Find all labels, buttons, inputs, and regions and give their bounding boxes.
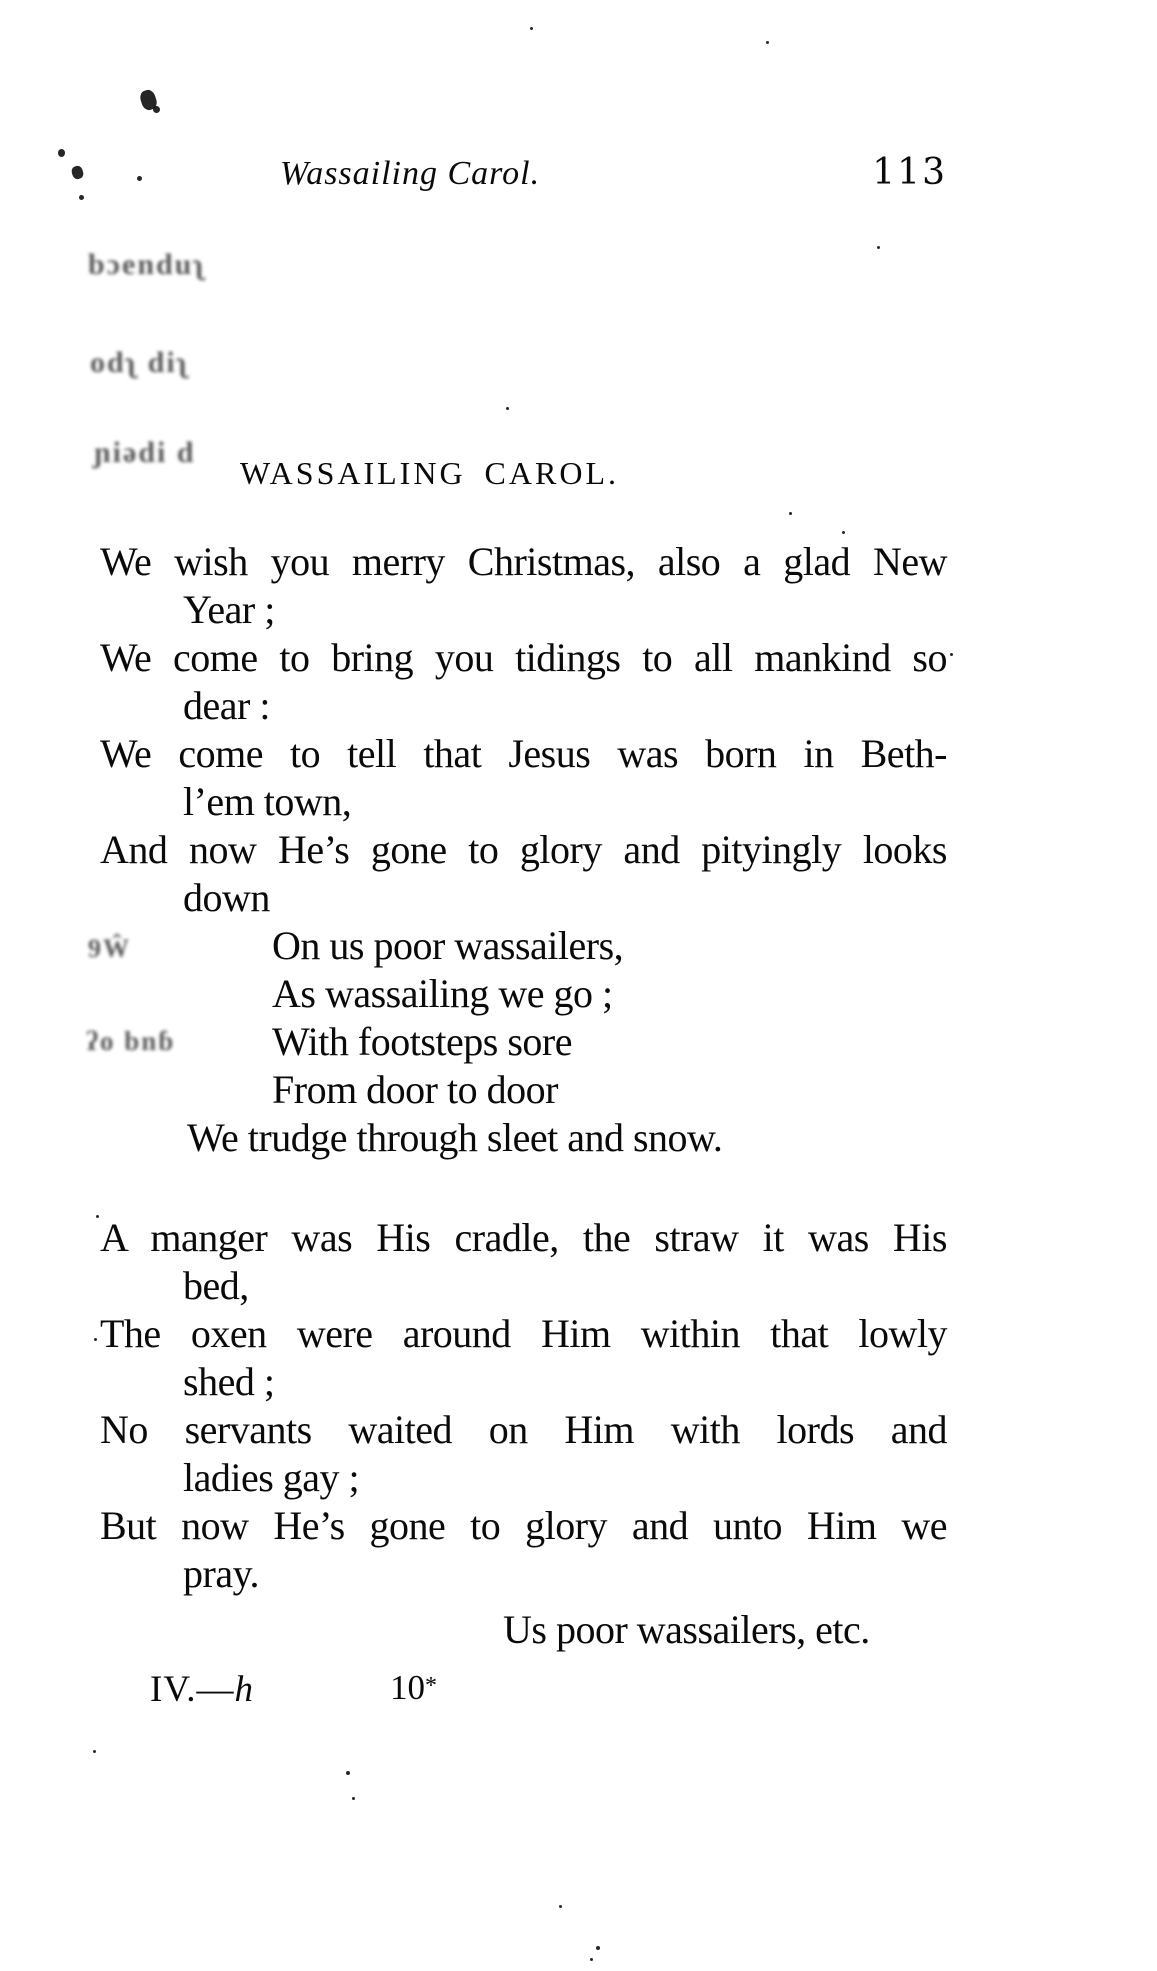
ink-speck <box>346 1771 350 1775</box>
ink-speck <box>842 531 845 534</box>
poem-line: But now He’s gone to glory and unto Him we <box>100 1503 947 1548</box>
signature-mark <box>150 1668 254 1711</box>
poem-line: The oxen were around Him within that lowly <box>100 1311 947 1356</box>
ink-speck <box>93 1750 96 1753</box>
ink-speck <box>96 1215 99 1218</box>
poem-line: No servants waited on Him with lords and <box>100 1407 947 1452</box>
bleedthrough-text: ʔo bnɓ <box>86 1026 176 1056</box>
page-footer <box>100 1668 947 1718</box>
poem-line: pray. <box>183 1551 259 1596</box>
ink-speck <box>58 149 65 157</box>
ink-speck <box>94 1338 97 1341</box>
poem-line: We come to tell that Jesus was born in Beth- <box>100 731 947 776</box>
ink-speck <box>590 1958 593 1961</box>
ink-speck <box>352 1797 355 1800</box>
carol-title: WASSAILING CAROL. <box>240 455 619 491</box>
poem <box>100 538 947 1654</box>
bleedthrough-text: bɔenduʅ <box>88 248 206 281</box>
ink-speck <box>596 1946 600 1950</box>
ink-speck <box>153 106 160 113</box>
ink-speck <box>530 27 533 30</box>
page-number: 113 <box>872 152 947 193</box>
ink-speck <box>559 1905 562 1908</box>
section-mark <box>390 1668 437 1708</box>
poem-line: We trudge through sleet and snow. <box>187 1115 723 1160</box>
ink-speck <box>506 407 509 410</box>
poem-line: A manger was His cradle, the straw it was His <box>100 1215 947 1260</box>
ink-speck <box>137 176 142 181</box>
poem-line: On us poor wassailers, <box>272 923 624 968</box>
ink-speck <box>789 512 792 515</box>
poem-line: shed ; <box>183 1359 275 1404</box>
poem-line: We come to bring you tidings to all mankind so <box>100 635 947 680</box>
refrain-note: Us poor wassailers, etc. <box>503 1607 870 1652</box>
ink-speck <box>70 165 84 181</box>
poem-line: dear : <box>183 683 270 728</box>
poem-line: down <box>183 875 270 920</box>
poem-line: And now He’s gone to glory and pityingly looks <box>100 827 947 872</box>
ink-speck <box>877 246 880 249</box>
poem-line: We wish you merry Christmas, also a glad New <box>100 539 947 584</box>
poem-line: As wassailing we go ; <box>272 971 613 1016</box>
poem-line: With footsteps sore <box>272 1019 572 1064</box>
signature-letter: h <box>234 1669 255 1710</box>
signature-prefix: IV.— <box>150 1669 235 1710</box>
section-mark-number: 10 <box>390 1668 425 1707</box>
bleedthrough-text: 9Ŵ <box>88 934 131 963</box>
section-mark-star: * <box>425 1673 437 1699</box>
page-header <box>100 152 947 193</box>
poem-line: Year ; <box>183 587 275 632</box>
poem-line: From door to door <box>272 1067 558 1112</box>
bleedthrough-text: ɲiədi d <box>94 436 196 469</box>
ink-speck <box>766 41 769 44</box>
ink-speck <box>79 195 84 200</box>
running-title: Wassailing Carol. <box>280 155 541 192</box>
poem-line: l’em town, <box>183 779 352 824</box>
poem-line: bed, <box>183 1263 249 1308</box>
ink-speck <box>950 653 953 656</box>
poem-line: ladies gay ; <box>183 1455 360 1500</box>
bleedthrough-text: odʅ diʅ <box>90 346 190 379</box>
